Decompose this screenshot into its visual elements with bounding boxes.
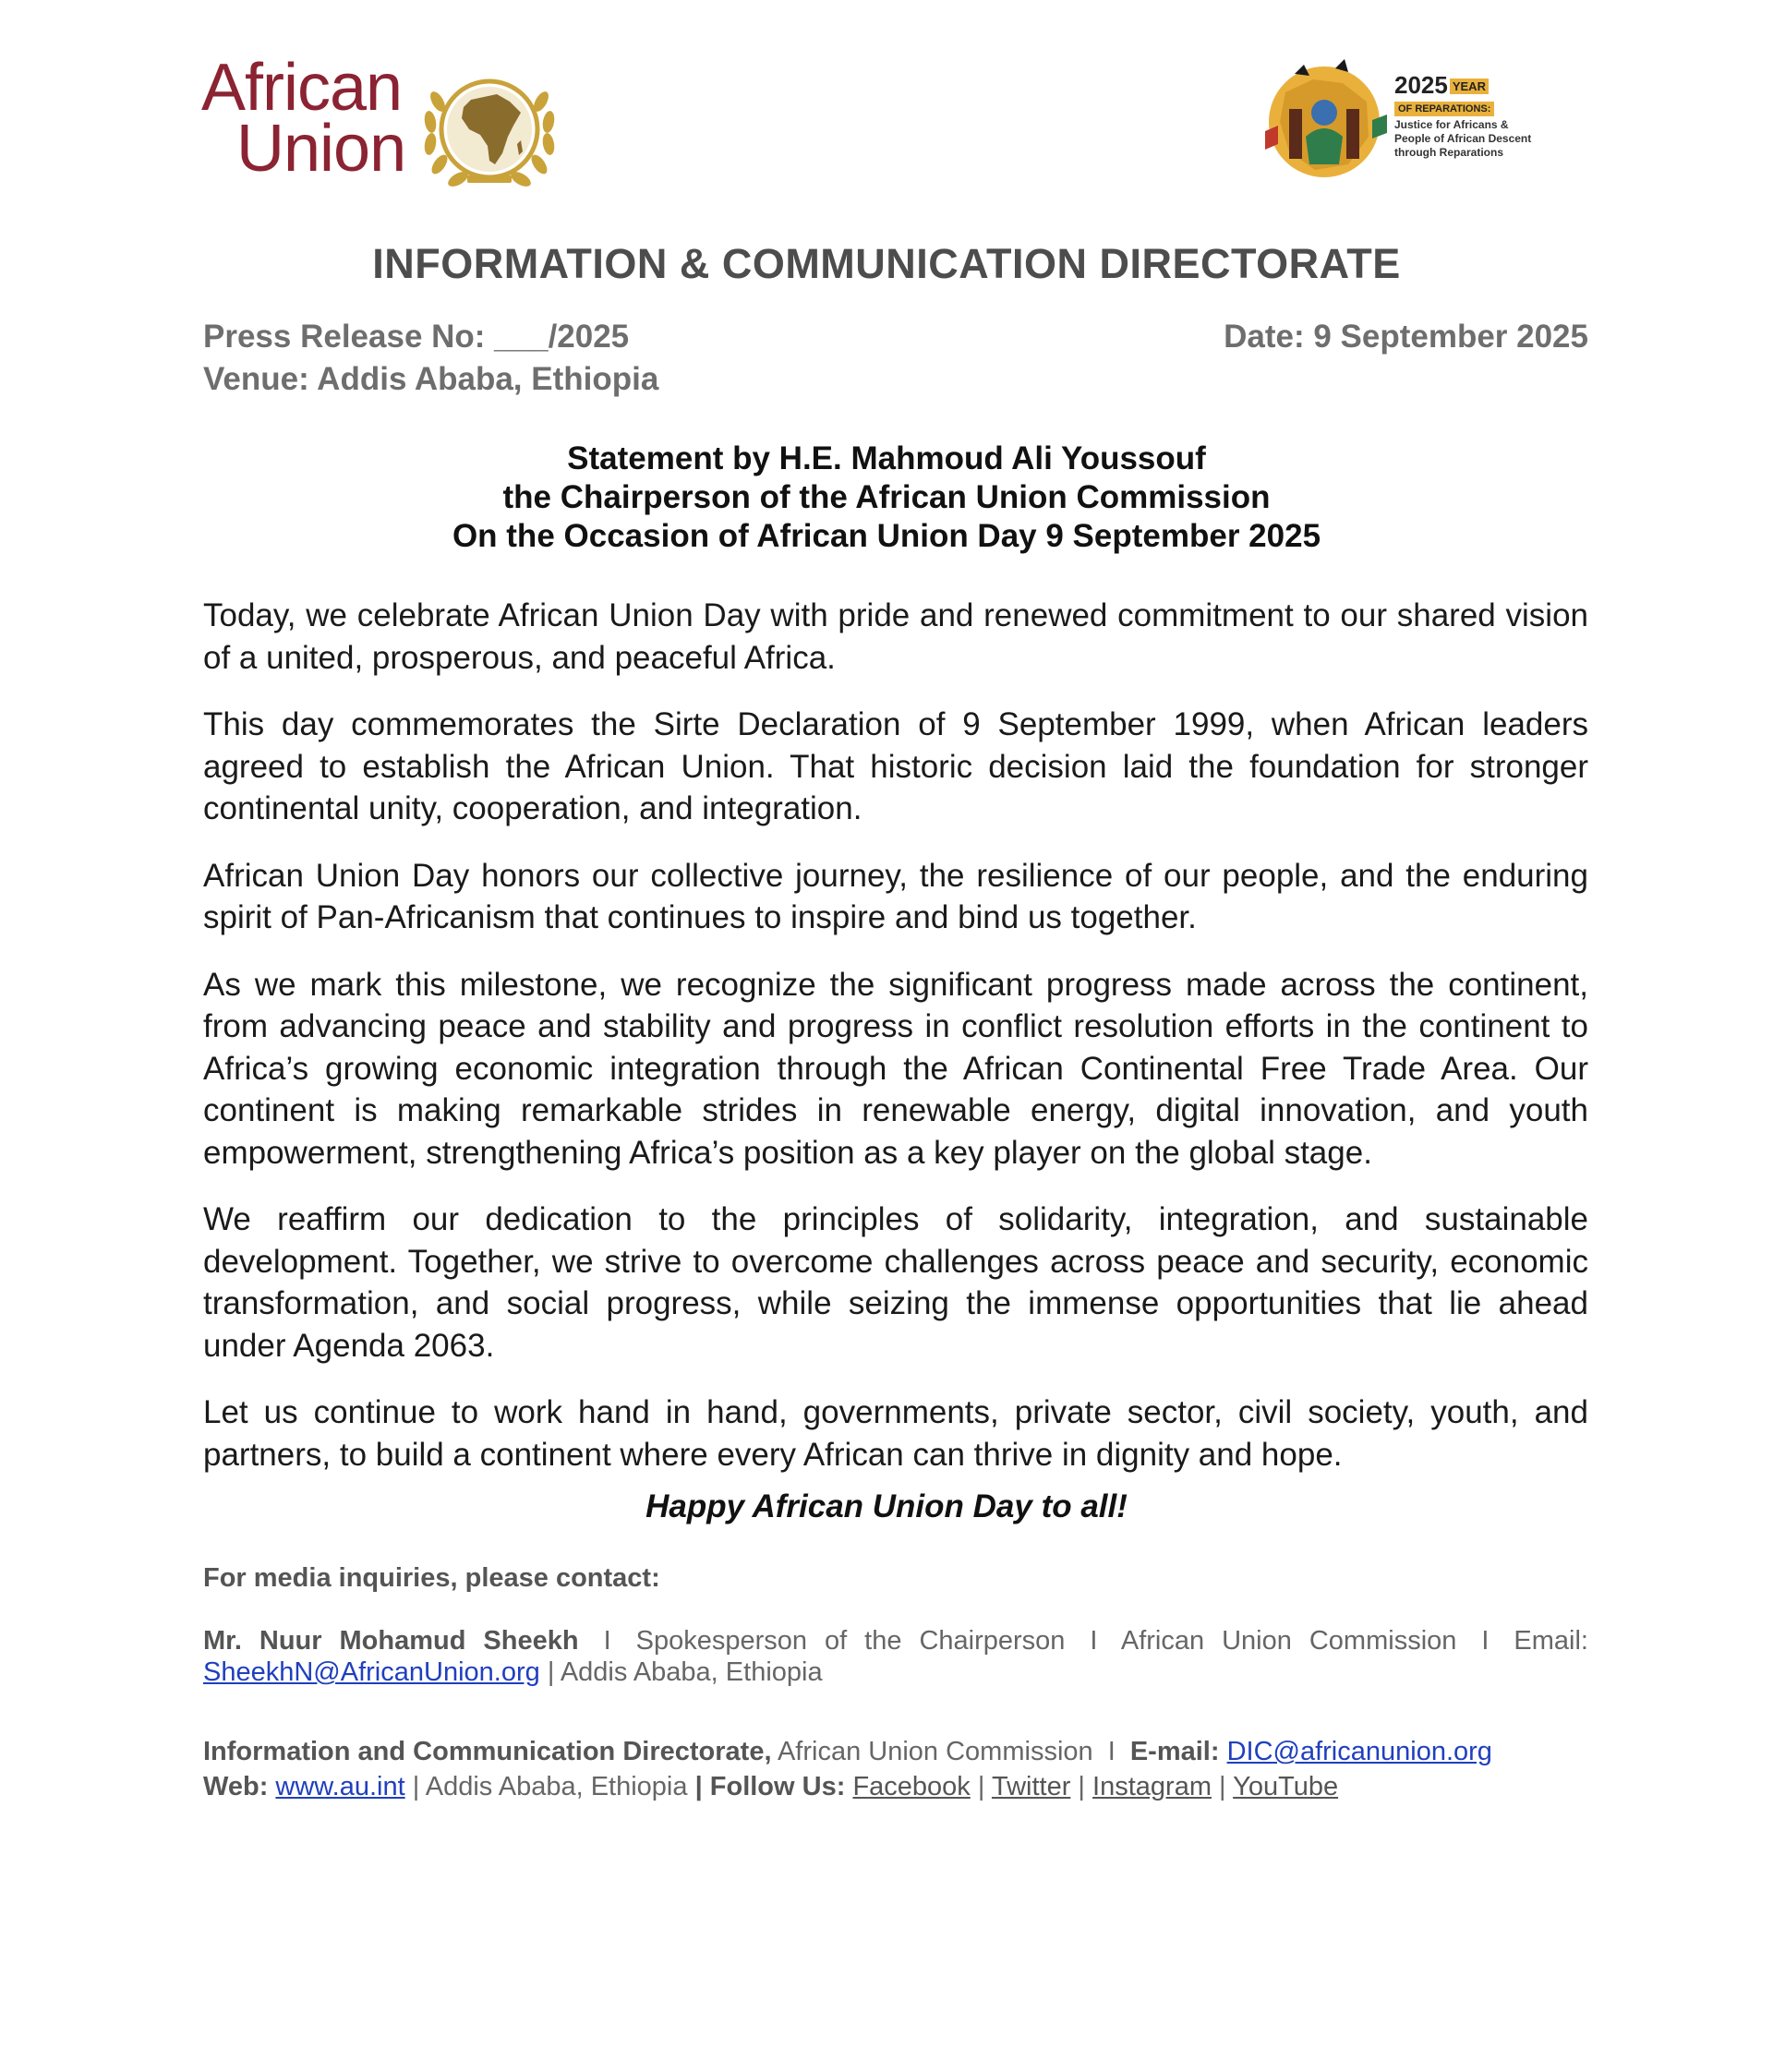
- separator: |: [1078, 1772, 1085, 1801]
- spokesperson-location: Addis Ababa, Ethiopia: [560, 1657, 823, 1687]
- african-union-logo: [201, 51, 561, 196]
- reparations-description: [1394, 118, 1607, 160]
- instagram-link[interactable]: Instagram: [1092, 1772, 1212, 1801]
- separator: |: [694, 1772, 703, 1801]
- directorate-heading: INFORMATION & COMMUNICATION DIRECTORATE: [372, 240, 1401, 287]
- separator: I: [1090, 1626, 1098, 1656]
- twitter-link[interactable]: Twitter: [991, 1772, 1071, 1801]
- au-wordmark: [201, 51, 406, 186]
- spokesperson-email-label: Email:: [1514, 1626, 1588, 1656]
- meta-row-2: [203, 358, 1588, 401]
- directorate-email-link[interactable]: DIC@africanunion.org: [1226, 1737, 1492, 1766]
- statement-title-line1: Statement by H.E. Mahmoud Ali Youssouf: [567, 440, 1206, 476]
- facebook-link[interactable]: Facebook: [852, 1772, 971, 1801]
- release-date: Date: 9 September 2025: [1224, 319, 1588, 355]
- separator: |: [1219, 1772, 1226, 1801]
- spokesperson-org: African Union Commission: [1120, 1626, 1457, 1656]
- body-paragraph-3: African Union Day honors our collective journey, the resilience of our people, and the enduring spirit of Pan-Africanism that continues to inspire and bind us together.: [203, 857, 1588, 935]
- statement-title-line2: the Chairperson of the African Union Commission: [502, 479, 1271, 515]
- body-paragraph-4: As we mark this milestone, we recognize the significant progress made across the continent, from advancing peace and stability and progress in conflict resolution efforts in the continent to Africa’s growing economic integration through the African Continental Free Trade Area. Our continent is making remarkable strides in renewable energy, digital innovation, and youth empowerment, strengthening Africa’s position as a key player on the global stage.: [203, 966, 1588, 1171]
- directorate-name: Information and Communication Directorate,: [203, 1737, 772, 1766]
- directorate-org: African Union Commission: [777, 1737, 1093, 1766]
- separator: I: [603, 1626, 611, 1656]
- media-inquiries-label: For media inquiries, please contact:: [203, 1563, 660, 1593]
- reparations-desc-line3: through Reparations: [1394, 146, 1504, 160]
- spokesperson-name: Mr. Nuur Mohamud Sheekh: [203, 1626, 579, 1656]
- website-link[interactable]: www.au.int: [275, 1772, 405, 1801]
- body-paragraph-1: Today, we celebrate African Union Day with pride and renewed commitment to our shared vision of a united, prosperous, and peaceful Africa.: [203, 597, 1588, 676]
- web-label: Web:: [203, 1772, 269, 1801]
- au-wordmark-line1: African: [201, 51, 403, 125]
- body-paragraph-2: This day commemorates the Sirte Declaration of 9 September 1999, when African leaders agreed to establish the African Union. That historic decision laid the foundation for stronger continental unity, cooperation, and integration.: [203, 706, 1588, 826]
- body-paragraph-5: We reaffirm our dedication to the principles of solidarity, integration, and sustainable development. Together, we strive to overcome challenges across peace and security, economic transformation, and social progress, while seizing the immense opportunities that lie ahead under Agenda 2063.: [203, 1201, 1588, 1364]
- venue: Venue: Addis Ababa, Ethiopia: [203, 361, 659, 397]
- separator: I: [1107, 1737, 1116, 1766]
- au-wordmark-line2: Union: [236, 112, 406, 186]
- reparations-year-tag: YEAR: [1450, 78, 1489, 94]
- reparations-desc-line1: Justice for Africans &: [1394, 118, 1509, 132]
- closing-line: Happy African Union Day to all!: [645, 1488, 1128, 1524]
- reparations-year: [1394, 72, 1607, 100]
- reparations-emblem-icon: [1258, 55, 1394, 185]
- statement-title: [0, 440, 1773, 556]
- press-release-number: Press Release No: ___/2025: [203, 319, 630, 355]
- separator: I: [1481, 1626, 1490, 1656]
- spokesperson-contact: [203, 1625, 1588, 1688]
- reparations-year-number: 2025: [1394, 71, 1448, 99]
- spokesperson-email-link[interactable]: SheekhN@AfricanUnion.org: [203, 1657, 540, 1687]
- directorate-email-label: E-mail:: [1129, 1737, 1220, 1766]
- directorate-contact: [203, 1734, 1588, 1804]
- separator: |: [977, 1772, 985, 1801]
- reparations-desc-line2: People of African Descent: [1394, 132, 1532, 146]
- african-union-emblem-icon: [417, 65, 561, 194]
- year-of-reparations-logo: [1258, 55, 1599, 185]
- youtube-link[interactable]: YouTube: [1233, 1772, 1339, 1801]
- separator: |: [412, 1772, 420, 1801]
- separator: |: [547, 1657, 555, 1687]
- reparations-subtitle: OF REPARATIONS:: [1394, 102, 1494, 116]
- statement-body: [203, 595, 1588, 1500]
- directorate-location: Addis Ababa, Ethiopia: [425, 1772, 688, 1801]
- reparations-text: [1394, 72, 1607, 160]
- body-paragraph-6: Let us continue to work hand in hand, governments, private sector, civil society, youth, and partners, to build a continent where every African can thrive in dignity and hope.: [203, 1394, 1588, 1473]
- meta-row-1: [203, 316, 1588, 358]
- statement-title-line3: On the Occasion of African Union Day 9 September 2025: [452, 518, 1321, 554]
- spokesperson-role: Spokesperson of the Chairperson: [635, 1626, 1066, 1656]
- follow-us-label: Follow Us:: [709, 1772, 846, 1801]
